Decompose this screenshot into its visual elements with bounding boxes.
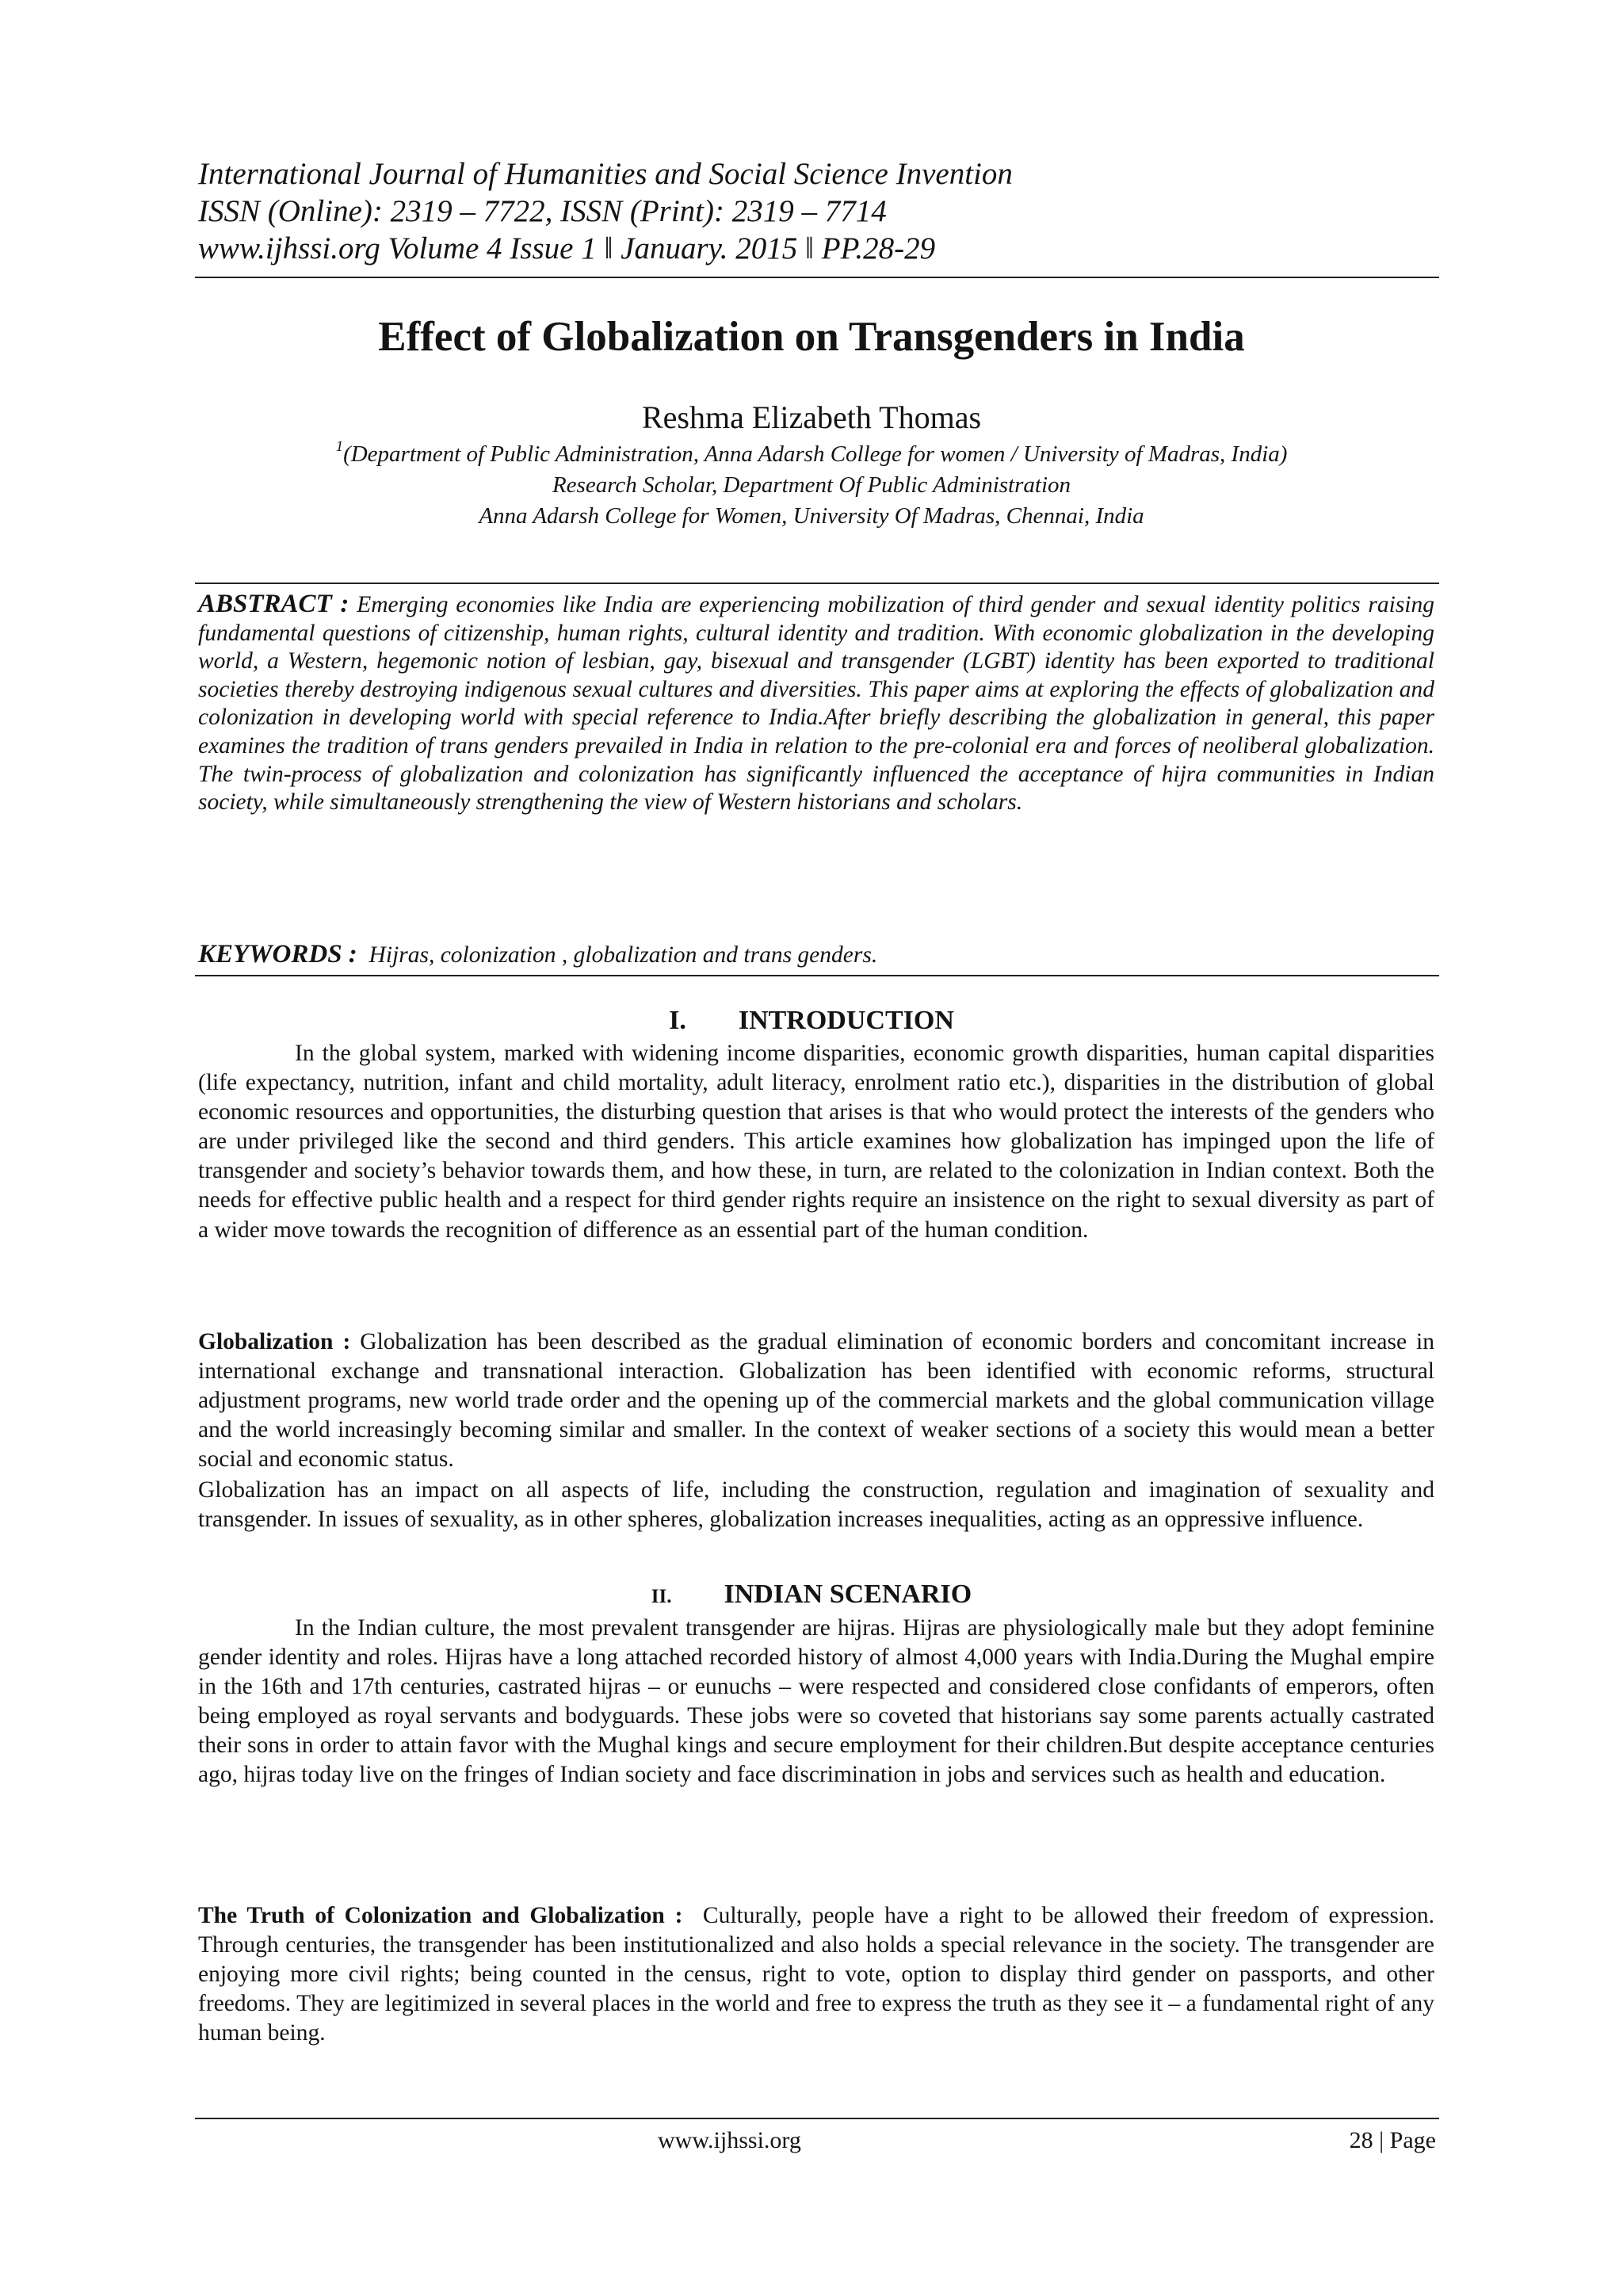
indian-scenario-paragraph: In the Indian culture, the most prevalent transgender are hijras. Hijras are physiologically male but they adopt feminine gender identity and roles. Hijras have a long attached recorded history of almost 4,000 years with India.During the Mughal empire in the 16th and 17th centuries, castrated hijras – or eunuchs – were respected and considered close confidants of emperors, often being employed as royal servants and bodyguards. These jobs were so coveted that historians say some parents actually castrated their sons in order to attain favor with the Mughal kings and secure employment for their children.But despite acceptance centuries ago, hijras today live on the fringes of Indian society and face discrimination in jobs and services such as health and education. [198,1615,1434,1788]
abstract [198,590,1434,817]
globalization-label: Globalization : [198,1329,351,1354]
abstract-label: ABSTRACT : [198,590,349,618]
affiliation-line-3: Anna Adarsh College for Women, University Of Madras, Chennai, India [479,503,1144,529]
abstract-top-rule [195,583,1439,584]
journal-name: International Journal of Humanities and Social Science Invention [198,157,1013,191]
globalization-text: Globalization has been described as the gradual elimination of economic borders and concomitant increase in international exchange and transnational interaction. Globalization has been identified with economic reforms, structural adjustment programs, new world trade order and the opening up of the commercial markets and the global communication village and the world increasingly becoming similar and smaller. In the context of weaker sections of a society this would mean a better social and economic status. [198,1329,1434,1473]
truth-label: The Truth of Colonization and Globalization : [198,1903,683,1928]
abstract-text: Emerging economies like India are experiencing mobilization of third gender and sexual identity politics raising fundamental questions of citizenship, human rights, cultural identity and tradition. With economic globalization in the developing world, a Western, hegemonic notion of lesbian, gay, bisexual and transgender (LGBT) identity has been exported to traditional societies thereby destroying indigenous sexual cultures and diversities. This paper aims at exploring the effects of globalization and colonization in developing world with special reference to India.After briefly describing the globalization in general, this paper examines the tradition of trans genders prevailed in India in relation to the pre-colonial era and forces of neoliberal globalization. The twin-process of globalization and colonization has significantly influenced the acceptance of hijra communities in Indian society, while simultaneously strengthening the view of Western historians and scholars. [198,592,1435,816]
author-name: Reshma Elizabeth Thomas [641,399,982,435]
paper-title: Effect of Globalization on Transgenders in India [378,314,1245,360]
keywords-bottom-rule [195,975,1439,976]
journal-volume: www.ijhssi.org Volume 4 Issue 1 ǁ January. 2015 ǁ PP.28-29 [198,231,936,266]
header-rule [195,277,1439,278]
affiliation-line-1: $^1$(Department of Public Administration, Anna Adarsh College for women / University of Madras, India) [335,438,1288,467]
section-heading-indian-scenario [0,1579,1623,1613]
section-title: INTRODUCTION [738,1006,954,1035]
affiliation-marker: 1 [335,438,344,455]
keywords [198,941,1434,970]
keywords-text: Hijras, colonization , globalization and trans genders. [369,942,878,968]
footer-page-number: 28 | Page [1349,2127,1436,2153]
section-title: INDIAN SCENARIO [724,1580,972,1609]
section-heading-introduction [0,1005,1623,1037]
footer-site: www.ijhssi.org [658,2127,801,2153]
globalization-paragraph-2: Globalization has an impact on all aspects of life, including the construction, regulation and imagination of sexuality and transgender. In issues of sexuality, as in other spheres, globalization increases inequalities, acting as an oppressive influence. [198,1477,1434,1533]
keywords-label: KEYWORDS : [198,940,357,968]
intro-paragraph: In the global system, marked with widening income disparities, economic growth disparities, human capital disparities (life expectancy, nutrition, infant and child mortality, adult literacy, enrolment ratio etc.), disparities in the distribution of global economic resources and opportunities, the disturbing question that arises is that who would protect the interests of the genders who are under privileged like the second and third genders. This article examines how globalization has impinged upon the life of transgender and society’s behavior towards them, and how these, in turn, are related to the colonization in Indian context. Both the needs for effective public health and a respect for third gender rights require an insistence on the right to sexual diversity as part of a wider move towards the recognition of difference as an essential part of the human condition. [198,1041,1434,1243]
globalization-paragraph [198,1328,1434,1474]
section-number: I. [669,1006,686,1035]
truth-paragraph [198,1901,1434,2048]
affiliation-line-2: Research Scholar, Department Of Public Administration [552,472,1071,498]
section-number: II. [651,1586,672,1607]
truth-text: Culturally, people have a right to be allowed their freedom of expression. Through centuries, the transgender has been institutionalized and also holds a special relevance in the society. The transgender are enjoying more civil rights; being counted in the census, right to vote, option to display third gender on passports, and other freedoms. They are legitimized in several places in the world and free to express the truth as they see it – a fundamental right of any human being. [198,1903,1434,2046]
journal-issn: ISSN (Online): 2319 – 7722, ISSN (Print): 2319 – 7714 [198,194,887,228]
footer-rule [195,2118,1439,2119]
